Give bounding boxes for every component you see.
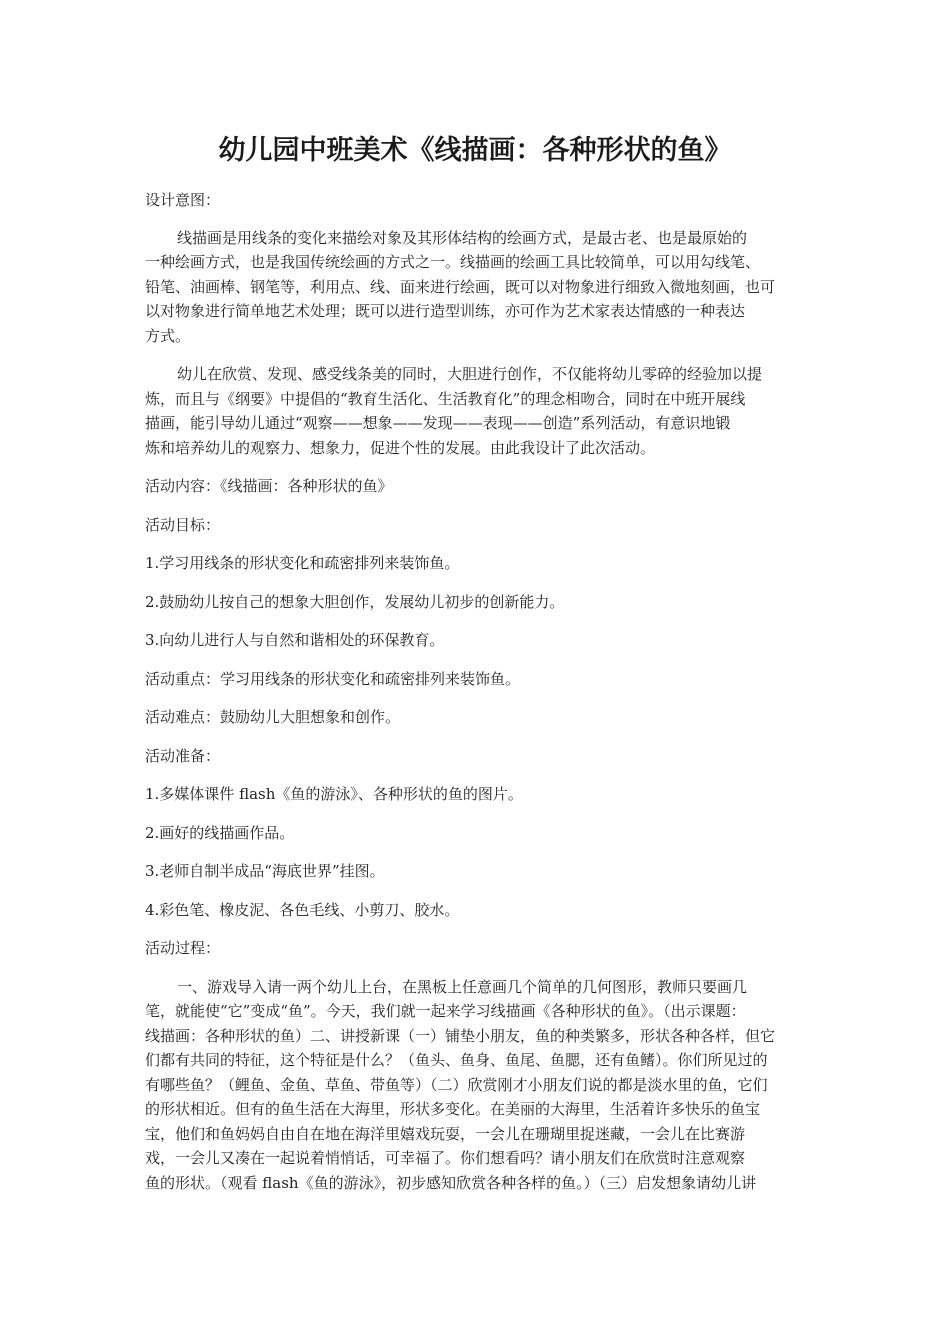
paragraph-design-intent-1 — [145, 226, 810, 349]
text-line: 描画，能引导幼儿通过“观察——想象——发现——表现——创造”系列活动，有意识地锻 — [145, 414, 731, 432]
text-line: 炼，而且与《纲要》中提倡的“教育生活化、生活教育化”的理念相吻合，同时在中班开展线 — [145, 389, 746, 408]
activity-content: 活动内容：《线描画：各种形状的鱼》 — [145, 477, 393, 495]
text-line: 们都有共同的特征，这个特征是什么？（鱼头、鱼身、鱼尾、鱼腮，还有鱼鳍）。你们所见过的 — [145, 1051, 768, 1069]
text-line: 线描画是用线条的变化来描绘对象及其形体结构的绘画方式，是最古老、也是最原始的 — [177, 228, 748, 247]
text-line: 铅笔、油画棒、钢笔等，利用点、线、面来进行绘画，既可以对物象进行细致入微地刻画，也可 — [145, 277, 776, 296]
text-line: 鱼的形状。（观看 flash《鱼的游泳》，初步感知欣赏各种各样的鱼。）（三）启发想象请幼儿讲 — [145, 1173, 757, 1192]
process-label: 活动过程： — [145, 939, 221, 957]
preparation-item: 2.画好的线描画作品。 — [145, 823, 295, 842]
text-line: 笔，就能使“它”变成“鱼”。今天，我们就一起来学习线描画《各种形状的鱼》。（出示课题： — [145, 1002, 746, 1020]
preparation-item: 1.多媒体课件 flash《鱼的游泳》、各种形状的鱼的图片。 — [145, 785, 523, 803]
paragraph-process — [145, 975, 810, 1196]
document-body — [145, 188, 810, 1195]
goal-item: 2.鼓励幼儿按自己的想象大胆创作，发展幼儿初步的创新能力。 — [145, 592, 565, 611]
text-line: 一、游戏导入请一两个幼儿上台，在黑板上任意画几个简单的几何图形，教师只要画几 — [177, 977, 748, 996]
difficulty: 活动难点：鼓励幼儿大胆想象和创作。 — [145, 708, 401, 726]
goals-label: 活动目标： — [145, 515, 221, 534]
text-line: 幼儿在欣赏、发现、感受线条美的同时，大胆进行创作，不仅能将幼儿零碎的经验加以提 — [177, 365, 763, 383]
key-point: 活动重点：学习用线条的形状变化和疏密排列来装饰鱼。 — [145, 669, 521, 688]
text-line: 一种绘画方式，也是我国传统绘画的方式之一。线描画的绘画工具比较简单，可以用勾线笔、 — [145, 253, 761, 271]
document-title: 幼儿园中班美术《线描画：各种形状的鱼》 — [218, 135, 732, 166]
text-line: 宝，他们和鱼妈妈自由自在地在海洋里嬉戏玩耍，一会儿在珊瑚里捉迷藏，一会儿在比赛游 — [145, 1124, 746, 1143]
design-intent-label: 设计意图： — [145, 191, 221, 209]
goal-item: 1.学习用线条的形状变化和疏密排列来装饰鱼。 — [145, 554, 460, 572]
text-line: 以对物象进行简单地艺术处理；既可以进行造型训练，亦可作为艺术家表达情感的一种表达 — [145, 302, 746, 320]
preparation-label: 活动准备： — [145, 746, 221, 765]
preparation-item: 4.彩色笔、橡皮泥、各色毛线、小剪刀、胶水。 — [145, 900, 460, 919]
goal-item: 3.向幼儿进行人与自然和谐相处的环保教育。 — [145, 631, 445, 649]
paragraph-design-intent-2 — [145, 362, 810, 460]
preparation-item: 3.老师自制半成品“海底世界”挂图。 — [145, 862, 385, 880]
text-line: 线描画：各种形状的鱼）二、讲授新课（一）铺垫小朋友，鱼的种类繁多，形状各种各样，但它 — [145, 1026, 776, 1045]
text-line: 炼和培养幼儿的观察力、想象力，促进个性的发展。由此我设计了此次活动。 — [145, 438, 656, 457]
text-line: 戏，一会儿又凑在一起说着悄悄话，可幸福了。你们想看吗？请小朋友们在欣赏时注意观察 — [145, 1149, 746, 1167]
text-line: 的形状相近。但有的鱼生活在大海里，形状多变化。在美丽的大海里，生活着许多快乐的鱼宝 — [145, 1100, 761, 1118]
text-line: 有哪些鱼？（鲤鱼、金鱼、草鱼、带鱼等）（二）欣赏刚才小朋友们说的都是淡水里的鱼，它们 — [145, 1075, 768, 1094]
text-line: 方式。 — [145, 326, 191, 345]
